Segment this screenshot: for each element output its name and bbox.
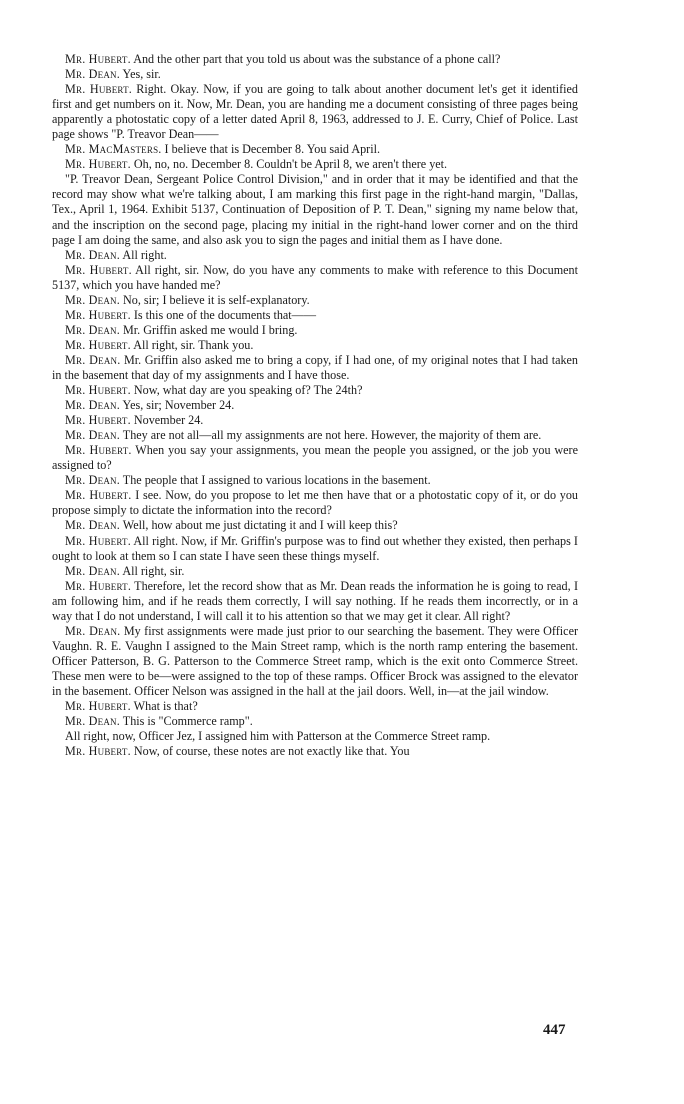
speaker-label: Mr. Hubert. xyxy=(65,533,131,548)
paragraph-text: All right, sir. xyxy=(119,563,185,578)
page-number: 447 xyxy=(543,1022,566,1038)
paragraph-text: Well, how about me just dictating it and I will keep this? xyxy=(119,518,398,533)
speaker-label: Mr. Dean. xyxy=(65,473,120,488)
transcript-paragraph xyxy=(52,579,578,624)
paragraph-text: Oh, no, no. December 8. Couldn't be April 8, we aren't there yet. xyxy=(130,157,448,172)
paragraph-text: Is this one of the documents that—— xyxy=(130,307,316,322)
transcript-paragraph xyxy=(52,398,578,413)
transcript-paragraph xyxy=(52,729,578,744)
speaker-label: Mr. Dean. xyxy=(65,623,121,638)
speaker-label: Mr. Hubert. xyxy=(65,699,131,714)
paragraph-text: Now, of course, these notes are not exactly like that. You xyxy=(130,744,410,759)
transcript-paragraph xyxy=(52,413,578,428)
transcript-paragraph xyxy=(52,248,578,263)
transcript-paragraph xyxy=(52,699,578,714)
transcript-paragraph xyxy=(52,323,578,338)
paragraph-text: Now, what day are you speaking of? The 24th? xyxy=(130,383,363,398)
transcript-paragraph xyxy=(52,263,578,293)
paragraph-text: Yes, sir; November 24. xyxy=(119,398,235,413)
transcript-paragraph xyxy=(52,82,578,142)
paragraph-text: Right. Okay. Now, if you are going to talk about another document let's get it identified first and get numbers on it. Now, Mr. Dean, you are handing me a document consisting of three pages being apparently a photostatic copy of a letter dated April 8, 1963, addressed to J. E. Curry, Chief of Police. Last page shows "P. Treavor Dean—— xyxy=(52,82,578,142)
paragraph-text: They are not all—all my assignments are not here. However, the majority of them are. xyxy=(119,428,542,443)
paragraph-text: I believe that is December 8. You said April. xyxy=(161,142,381,157)
paragraph-text: November 24. xyxy=(130,413,204,428)
paragraph-text: No, sir; I believe it is self-explanatory. xyxy=(119,292,310,307)
transcript-paragraph xyxy=(52,293,578,308)
paragraph-text: Mr. Griffin asked me would I bring. xyxy=(119,322,298,337)
paragraph-text: What is that? xyxy=(130,699,198,714)
transcript-body xyxy=(52,52,578,759)
paragraph-text: Therefore, let the record show that as Mr. Dean reads the information he is going to read, I am following him, and if he reads them correctly, I will say nothing. If he reads them incorrectly, or in a way that I do not understand, I will call it to his attention so that we may get it clear. All right? xyxy=(52,578,578,623)
speaker-label: Mr. Hubert. xyxy=(65,488,132,503)
paragraph-text: This is "Commerce ramp". xyxy=(119,714,253,729)
speaker-label: Mr. Hubert. xyxy=(65,578,132,593)
transcript-paragraph xyxy=(52,488,578,518)
speaker-label: Mr. Dean. xyxy=(65,292,120,307)
speaker-label: Mr. Hubert. xyxy=(65,413,131,428)
transcript-paragraph xyxy=(52,172,578,247)
paragraph-text: All right, sir. Thank you. xyxy=(130,337,254,352)
paragraph-text: All right, sir. Now, do you have any comments to make with reference to this Document 5137, which you have handed me? xyxy=(52,262,578,292)
paragraph-text: The people that I assigned to various locations in the basement. xyxy=(119,473,431,488)
speaker-label: Mr. Dean. xyxy=(65,563,120,578)
paragraph-text: And the other part that you told us about was the substance of a phone call? xyxy=(130,52,501,66)
speaker-label: Mr. Hubert. xyxy=(65,82,133,97)
transcript-paragraph xyxy=(52,338,578,353)
speaker-label: Mr. Dean. xyxy=(65,67,120,82)
speaker-label: Mr. Dean. xyxy=(65,518,120,533)
paragraph-text: All right, now, Officer Jez, I assigned him with Patterson at the Commerce Street ramp. xyxy=(65,729,491,744)
transcript-paragraph xyxy=(52,52,578,67)
paragraph-text: My first assignments were made just prior to our searching the basement. They were Officer Vaughn. R. E. Vaughn I assigned to the Main Street ramp, which is the north ramp entering the basement. Officer Patterson, B. G. Patterson to the Commerce Street ramp, which is the exit onto Commerce Street. These men were to be—were assigned to the top of these ramps. Officer Brock was assigned to the elevator in the basement. Officer Nelson was assigned in the hall at the jail doors. Well, in—at the jail window. xyxy=(52,623,578,698)
speaker-label: Mr. MacMasters. xyxy=(65,142,162,157)
speaker-label: Mr. Dean. xyxy=(65,714,120,729)
paragraph-text: I see. Now, do you propose to let me then have that or a photostatic copy of it, or do you propose simply to dictate the information into the record? xyxy=(52,488,578,518)
speaker-label: Mr. Hubert. xyxy=(65,443,132,458)
speaker-label: Mr. Dean. xyxy=(65,398,120,413)
transcript-paragraph xyxy=(52,624,578,699)
transcript-paragraph xyxy=(52,473,578,488)
paragraph-text: When you say your assignments, you mean the people you assigned, or the job you were assigned to? xyxy=(52,443,578,473)
speaker-label: Mr. Hubert. xyxy=(65,262,132,277)
speaker-label: Mr. Dean. xyxy=(65,247,120,262)
transcript-paragraph xyxy=(52,534,578,564)
speaker-label: Mr. Hubert. xyxy=(65,52,131,66)
paragraph-text: All right. Now, if Mr. Griffin's purpose was to find out whether they existed, then perhaps I ought to look at them so I can state I have seen these things myself. xyxy=(52,533,578,563)
speaker-label: Mr. Dean. xyxy=(65,352,121,367)
speaker-label: Mr. Dean. xyxy=(65,322,120,337)
transcript-paragraph xyxy=(52,564,578,579)
speaker-label: Mr. Hubert. xyxy=(65,744,131,759)
transcript-paragraph xyxy=(52,67,578,82)
transcript-paragraph xyxy=(52,383,578,398)
transcript-paragraph xyxy=(52,353,578,383)
paragraph-text: All right. xyxy=(119,247,167,262)
transcript-paragraph xyxy=(52,744,578,759)
speaker-label: Mr. Hubert. xyxy=(65,157,131,172)
paragraph-text: Yes, sir. xyxy=(119,67,161,82)
paragraph-text: Mr. Griffin also asked me to bring a copy, if I had one, of my original notes that I had taken in the basement that day of my assignments and I have those. xyxy=(52,352,579,382)
transcript-paragraph xyxy=(52,443,578,473)
speaker-label: Mr. Dean. xyxy=(65,428,120,443)
transcript-paragraph xyxy=(52,142,578,157)
transcript-paragraph xyxy=(52,157,578,172)
speaker-label: Mr. Hubert. xyxy=(65,337,131,352)
paragraph-text: "P. Treavor Dean, Sergeant Police Control Division," and in order that it may be identified and that the record may show what we're talking about, I am marking this first page in the right-hand margin, "Dallas, Tex., April 1, 1964. Exhibit 5137, Continuation of Deposition of P. T. Dean," signing my name below that, and the inscription on the second page, placing my initial in the right-hand lower corner and on the third page I am doing the same, and also ask you to sign the pages and initial them as I have done. xyxy=(52,172,578,247)
speaker-label: Mr. Hubert. xyxy=(65,383,131,398)
transcript-paragraph xyxy=(52,308,578,323)
speaker-label: Mr. Hubert. xyxy=(65,307,131,322)
transcript-paragraph xyxy=(52,428,578,443)
transcript-paragraph xyxy=(52,714,578,729)
transcript-paragraph xyxy=(52,518,578,533)
